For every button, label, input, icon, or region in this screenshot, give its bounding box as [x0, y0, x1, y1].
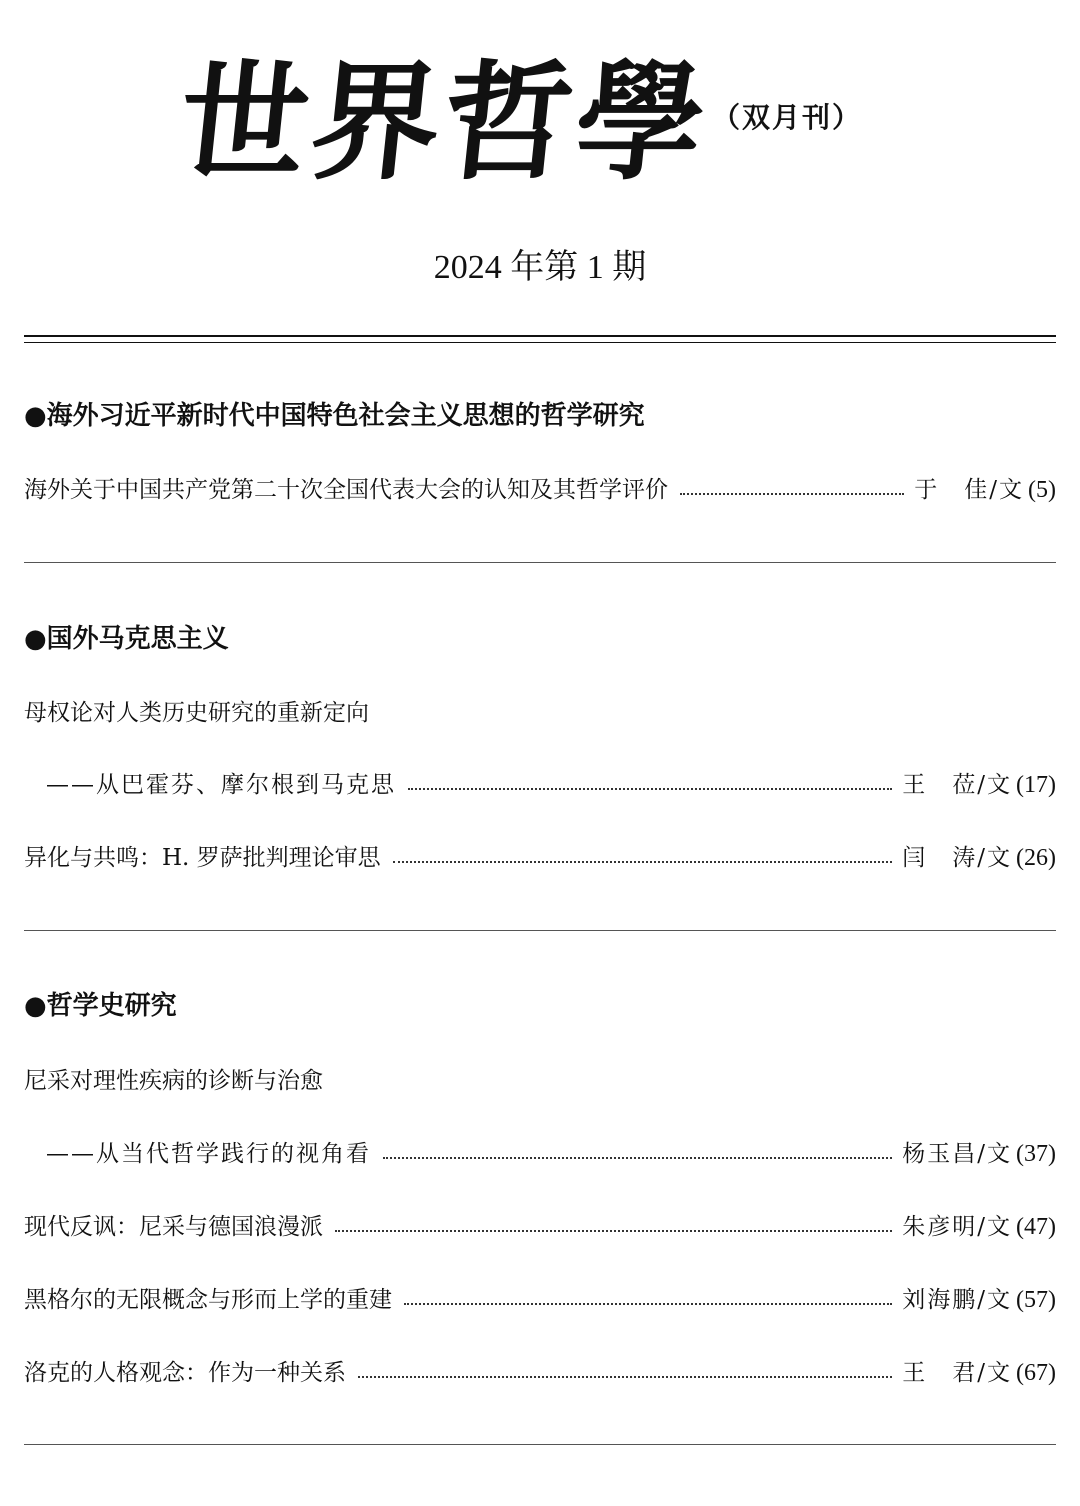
- article-author: 于 佳/文: [914, 477, 1025, 503]
- issue-number: 2024 年第 1 期: [433, 249, 647, 286]
- article-author: 杨玉昌/文: [902, 1141, 1013, 1167]
- toc-entry[interactable]: [24, 1353, 1056, 1393]
- dot-leader: [408, 788, 892, 790]
- section-divider: [24, 562, 1056, 563]
- toc-entry[interactable]: [46, 765, 1056, 805]
- article-title: 海外关于中国共产党第二十次全国代表大会的认知及其哲学评价: [24, 477, 668, 503]
- article-subtitle: ——从巴霍芬、摩尔根到马克思: [46, 772, 396, 798]
- header-divider: [24, 335, 1056, 343]
- article-author: 刘海鹏/文: [902, 1287, 1013, 1313]
- page-number: (26): [1016, 845, 1056, 871]
- masthead: [0, 40, 1080, 210]
- page-number: (47): [1016, 1214, 1056, 1240]
- article-author: 闫 涛/文: [902, 845, 1013, 871]
- page-number: (57): [1016, 1287, 1056, 1313]
- section-divider: [24, 1444, 1056, 1445]
- article-title: 异化与共鸣：H. 罗萨批判理论审思: [24, 845, 381, 871]
- section-heading: ●哲学史研究: [24, 991, 177, 1021]
- article-subtitle: ——从当代哲学践行的视角看: [46, 1141, 371, 1167]
- article-title: 黑格尔的无限概念与形而上学的重建: [24, 1287, 392, 1313]
- dot-leader: [680, 493, 904, 495]
- article-author: 王 莅/文: [902, 772, 1013, 798]
- dot-leader: [393, 861, 893, 863]
- section-heading: ●海外习近平新时代中国特色社会主义思想的哲学研究: [24, 401, 645, 431]
- toc-entry[interactable]: [24, 470, 1056, 510]
- dot-leader: [383, 1157, 892, 1159]
- toc-entry[interactable]: [46, 1134, 1056, 1174]
- journal-frequency: （双月刊）: [712, 101, 863, 134]
- page-number: (67): [1016, 1360, 1056, 1386]
- toc-entry[interactable]: [24, 1280, 1056, 1320]
- article-title: 尼采对理性疾病的诊断与治愈: [24, 1068, 323, 1094]
- page-number: (37): [1016, 1141, 1056, 1167]
- article-author: 朱彦明/文: [902, 1214, 1013, 1240]
- article-title: 现代反讽：尼采与德国浪漫派: [24, 1214, 323, 1240]
- dot-leader: [358, 1376, 892, 1378]
- dot-leader: [335, 1230, 892, 1232]
- article-title: 母权论对人类历史研究的重新定向: [24, 700, 369, 726]
- toc-entry[interactable]: [24, 838, 1056, 878]
- section-heading: ●国外马克思主义: [24, 624, 229, 654]
- journal-title: 世界哲學: [172, 48, 716, 198]
- toc-entry[interactable]: [24, 1207, 1056, 1247]
- page-number: (17): [1016, 772, 1056, 798]
- toc-entry-title-line[interactable]: [24, 1061, 1056, 1101]
- article-title: 洛克的人格观念：作为一种关系: [24, 1360, 346, 1386]
- section-divider: [24, 930, 1056, 931]
- dot-leader: [404, 1303, 892, 1305]
- article-author: 王 君/文: [902, 1360, 1013, 1386]
- toc-entry-title-line[interactable]: [24, 693, 1056, 733]
- page-number: (5): [1028, 477, 1056, 503]
